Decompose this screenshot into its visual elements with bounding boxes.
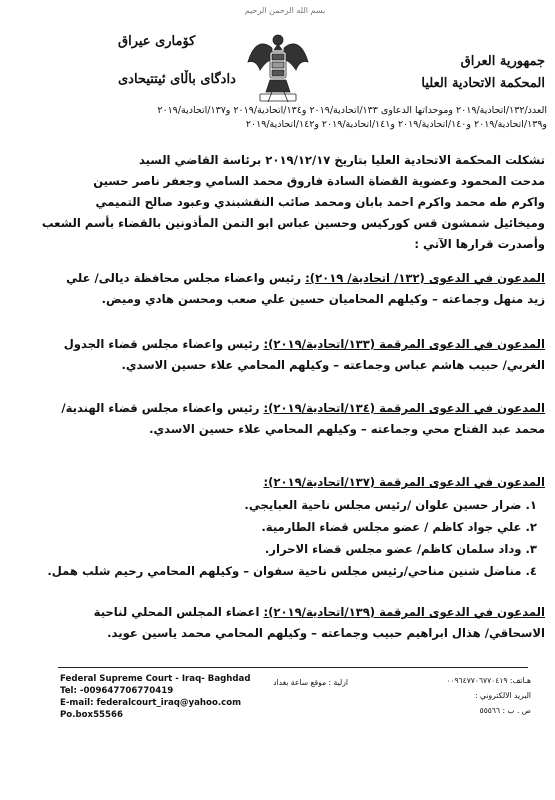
footer-website-ar: ارلية : موقع ساعة بغداد [273,678,348,687]
footer-line: البريد الالكتروني : [475,691,531,700]
list-item: ٤. مناضل شنين مناحي/رئيس مجلس ناحية سفوان – وكيلهم المحامي رحيم شلب همل. [47,564,537,578]
intro-line: وميخائيل شمشون قس كوركيس وحسين عباس ابو التمن المأذونين بالقضاء بأسم الشعب [41,216,545,230]
intro-line: مدحت المحمود وعضوية القضاة السادة فاروق محمد السامي وجعفر ناصر حسين [93,174,545,188]
case-text: رئيس واعضاء مجلس محافظة ديالى/ علي [66,271,306,285]
case-text: زيد منهل وجماعته – وكيلهم المحاميان حسين علي صعب ومحسن هادي وميض. [101,292,545,306]
case-references [7,104,547,132]
case-text: رئيس واعضاء مجلس قضاء الجدول [63,337,264,351]
plaintiffs-paragraph-139 [10,602,545,644]
basmala: بسم الله الرحمن الرحيم [244,6,326,15]
footer-contact-en [60,673,280,721]
case-heading: المدعون في الدعوى المرقمة (١٣٧/اتحادية/٢٠١٩): [263,475,545,489]
case-text: محمد عبد الفتاح محي وجماعته – وكيلهم المحامي علاء حسين الاسدي. [149,422,545,436]
footer-line: ص . ب : ٥٥٥٦٦ [479,706,531,715]
plaintiffs-list-137 [17,494,537,582]
country-name: جمهورية العراق [460,54,545,69]
footer-line: Federal Supreme Court - Iraq- Baghdad [60,674,251,684]
plaintiffs-heading-137 [10,472,545,493]
plaintiffs-paragraph-133 [10,334,545,376]
case-heading: المدعون في الدعوى (١٣٢/ اتحادية/ ٢٠١٩): [305,271,545,285]
footer-line: هـاتف: ٠٠٩٦٤٧٧٠٦٧٧٠٤١٩ [446,676,531,685]
list-item: ٢. علي جواد كاظم / عضو مجلس قضاء الطارمية. [261,520,537,534]
footer-divider [58,667,528,668]
plaintiffs-paragraph-134 [10,398,545,440]
footer-line: Tel: -009647706770419 [60,686,174,696]
list-item: ٣. وداد سلمان كاظم/ عضو مجلس قضاء الاحرار. [264,542,537,556]
case-text: رئيس واعضاء مجلس قضاء الهندية/ [61,401,264,415]
eagle-emblem-icon [246,30,310,110]
footer-line: E-mail: federalcourt_iraq@yahoo.com [60,698,242,708]
court-name-kurdish: دادگای باڵای ئیتتیحادی [118,72,236,87]
intro-paragraph [10,150,545,255]
case-heading: المدعون في الدعوى المرقمة (١٣٤/اتحادية/٢٠١٩): [263,401,545,415]
case-references-line: العدد/١٣٢/اتحادية/٢٠١٩ وموحداتها الدعاوى ١٣٣/اتحادية/٢٠١٩ و١٣٤/اتحادية/٢٠١٩ و١٣٧/اتحادية/٢٠١٩ [157,105,547,116]
case-text: اعضاء المجلس المحلي لناحية [93,605,264,619]
country-name-kurdish: كۆماری عیراق [118,34,196,49]
footer-contact-ar [371,675,531,716]
intro-line: وأصدرت قرارها الآتي : [414,237,545,251]
case-text: الغربي/ حبيب هاشم عباس وجماعته – وكيلهم المحامي علاء حسين الاسدي. [121,358,545,372]
plaintiffs-paragraph-132 [10,268,545,310]
intro-line: واكرم طه محمد واكرم احمد بابان ومحمد صائب النقشبندي وعبود صالح التميمي [95,195,545,209]
court-name: المحكمة الاتحادية العليا [421,76,545,91]
case-heading: المدعون في الدعوى المرقمة (١٣٣/اتحادية/٢٠١٩): [263,337,545,351]
case-references-line: و١٣٩/اتحادية/٢٠١٩ و١٤٠/اتحادية/٢٠١٩ و١٤١/اتحادية/٢٠١٩ و١٤٢/اتحادية/٢٠١٩ [245,119,547,130]
footer-line: Po.box55566 [60,710,123,720]
intro-line: تشكلت المحكمة الاتحادية العليا بتاريخ ٢٠١٩/١٢/١٧ برئاسة القاضي السيد [138,153,545,167]
case-heading: المدعون في الدعوى المرقمة (١٣٩/اتحادية/٢٠١٩): [263,605,545,619]
list-item: ١. ضرار حسين علوان /رئيس مجلس ناحية العبايجي. [244,498,537,512]
case-text: الاسحاقي/ هذال ابراهيم حبيب وجماعته – وكيلهم المحامي محمد ياسين عويد. [107,626,545,640]
